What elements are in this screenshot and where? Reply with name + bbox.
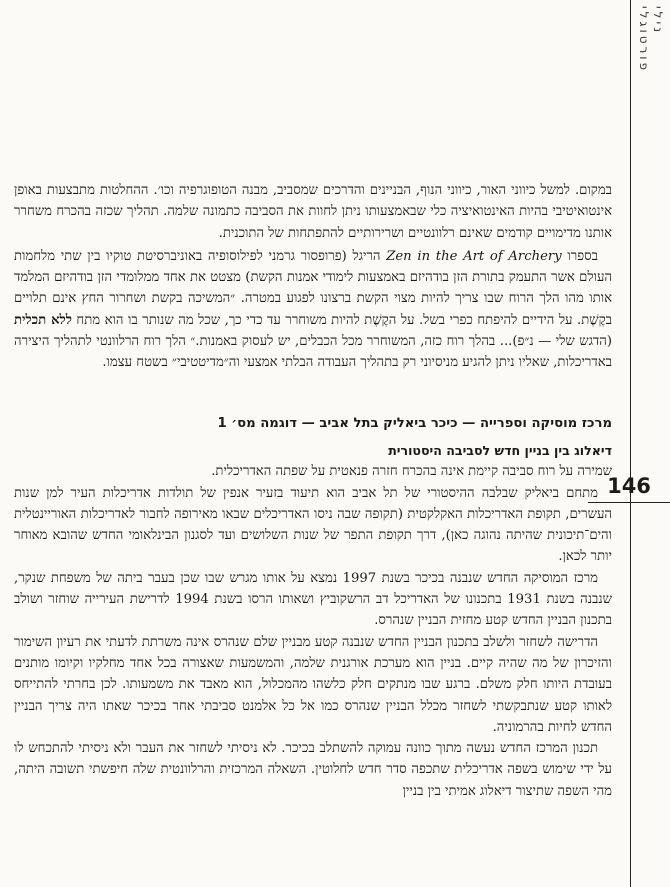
text-column	[14, 180, 612, 802]
paragraph-intuition: במקום. למשל כיווני האור, כיווני הנוף, הבניינים והדרכים שמסביב, מבנה הטופוגרפיה וכו׳. ההחלטות מתבצעות באופן אינטואיטיבי בהיות האינטואיציה כלי שבאמצעותו ניתן לחוות את הסביבה כתמונה שלמה. תהליך שכזה בהכרח משחרר אותנו מדימויים קודמים שאינם רלוונטיים ושרירותיים להתפתחות של התוכנית.	[14, 183, 612, 241]
section-title: מרכז מוסיקה וספרייה — כיכר ביאליק בתל אביב — דוגמה מס׳ 1	[217, 415, 612, 431]
paragraph-planning: תכנון המרכז החדש נעשה מתוך כוונה עמוקה להשתלב בכיכר. לא ניסיתי לשחזר את העבר ולא ניסיתי להתכחש לו על ידי שימוש בשפה אדריכלית שתכפה סדר חדש לחלוטין. השאלה המרכזית והרלוונטית שלה חיפשתי תשובה היתה, מהי השפה שתיצור דיאלוג אמיתי בין בניין	[14, 741, 612, 799]
running-head: נילי פורטוגלי	[637, 6, 665, 74]
paragraph-music-center: מרכז המוסיקה החדש שנבנה בכיכר בשנת 1997 נמצא על אותו מגרש שבו שכן בעבר ביתה של משפחת שנקר, שנבנה בשנת 1931 בתכנונו של האדריכל דב הרשקוביץ ושאותו הרסו בשנת 1994 לדרישת העירייה שוחזר ושולב בתכנון הבניין החדש קטע מחזית הבניין שנהרס.	[14, 570, 613, 629]
zen-paragraph-start: בספרו	[561, 248, 598, 264]
zen-paragraph-middle: הריגל (פרופסור גרמני לפילוסופיה באוניברסיטת טוקיו בין שתי מלחמות העולם אשר התעמק בתורת הזן בודהיזם באמצעות לימודי אמנות הקשת) מצטט את אחד ממלומדי הזן בודהיזם המלמד אותו מהו הלך הרוח שבו צריך להיות מצוי הקשת ברצונו לפגוע במטרה. ״המשיכה בקשת ושחרור החץ אינם תלויים בקֶשֶׁת. על הידיים להיפתח כפרי בשל. על הקֶשֶׁת להיות משוחרר עד כדי כך, שכל מה שנותר בו הוא מתח	[14, 248, 613, 328]
paragraph-reconstruction: הדרישה לשחזר ולשלב בתכנון הבניין החדש שנבנה קטע מבניין שלם שנהרס אינה משרתת לדעתי את רעיון השימור והזיכרון של מה שהיה קיים. בניין הוא מערכת אורגנית שלמה, והמשמעות שאצורה בכל אחד מחלקיו וקיומו מותנים בעובדת היותו חלק משלם. ברגע שבו מנתקים חלק כלשהו מהמכלול, הוא מאבד את משמעותו. לכן בחרתי להתייחס לאותו קטע שנתבקשתי לשחזר מכלל הבניין שנהרס כמו אל כל אלמנט סביבתי אחר בכיכר שאתו היה צריך הבניין החדש לחיות בהרמוניה.	[14, 634, 612, 735]
book-title: Zen in the Art of Archery	[386, 248, 562, 264]
paragraph-environment: שמירה על רוח סביבה קיימת אינה בהכרח חזרה פנאטית על שפתה האדריכלית.	[211, 464, 612, 480]
page-number: 146	[588, 470, 670, 503]
subsection-title: דיאלוג בין בניין חדש לסביבה היסטורית	[388, 442, 612, 458]
emphasis-no-purpose: ללא תכלית	[14, 312, 72, 328]
paragraph-bialik-compound: מתחם ביאליק שבלבה ההיסטורי של תל אביב הוא תיעוד בזעיר אנפין של תולדות אדריכלות העיר למן שנות העשרים, תקופת האדריכלות האקלקטית (תקופה שבה ניסו האדריכלים שבאו מאירופה לחבור לאדריכלות האוריינטלית והים־תיכונית שהיתה נהוגה כאן), דרך תקופת התפר של שנות השלושים ועד לסגנון הבינלאומי החדש שהובא מאוחר יותר לכאן.	[14, 485, 612, 565]
zen-paragraph-end: (הדגש שלי — נ״פ)... בהלך רוח כזה, המשוחרר מכל הכבלים, יש לעסוק באמנות.״ הלך רוח הרלוונטי לתהליך היצירה באדריכלות, שאליו ניתן להגיע מניסיוני רק בתהליך העבודה הבלתי אמצעי וה״מדיטטיבי״ בשטח עצמו.	[14, 334, 612, 371]
margin-rule	[630, 0, 631, 887]
paragraph-zen-archery	[14, 246, 612, 374]
